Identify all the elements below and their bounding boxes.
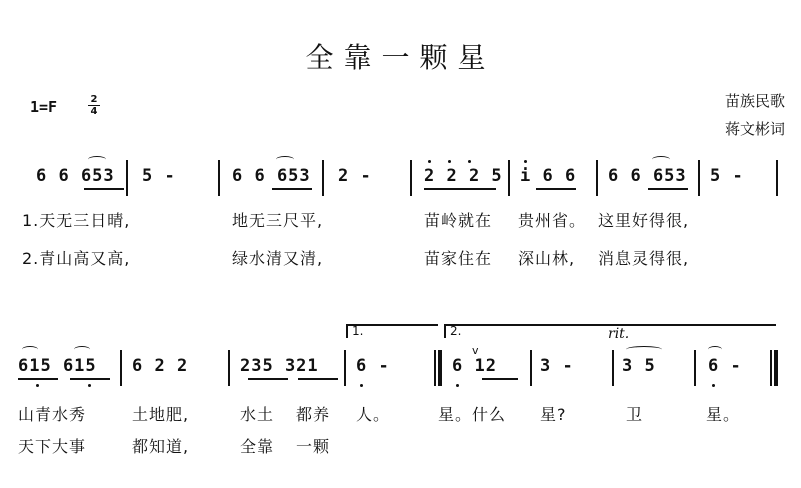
barline xyxy=(530,350,532,386)
lyric-1-phrase-3: 苗岭就在 xyxy=(424,211,493,230)
time-signature-top: 2 xyxy=(90,94,98,105)
page-title: 全靠一颗星 xyxy=(305,41,496,74)
fermata xyxy=(708,346,722,353)
lyric-2-phrase-1: 2.青山高又高, xyxy=(22,249,131,268)
lyric-1-phrase-13: 卫 xyxy=(626,405,644,424)
measure-9-notes: 615 615 xyxy=(18,356,97,376)
underline-beam xyxy=(424,188,496,190)
lyric-2-phrase-3: 苗家住在 xyxy=(424,249,493,268)
barline xyxy=(698,160,700,196)
volta-2-edge xyxy=(444,324,446,338)
underline-beam xyxy=(298,378,338,380)
lyric-2-phrase-7: 都知道, xyxy=(132,437,190,456)
measure-8-notes: 5 - xyxy=(710,166,744,186)
octave-dot xyxy=(448,160,451,163)
measure-5-notes: 2 2 2 5 xyxy=(424,166,503,186)
octave-dot-below xyxy=(360,384,363,387)
underline-beam xyxy=(272,188,312,190)
lyric-1-phrase-4: 贵州省。 xyxy=(518,211,587,230)
measure-7-notes: 6 6 653 xyxy=(608,166,687,186)
lyric-2-phrase-2: 绿水清又清, xyxy=(232,249,324,268)
measure-11-notes: 235 321 xyxy=(240,356,319,376)
octave-dot-below xyxy=(36,384,39,387)
lyric-2-phrase-5: 消息灵得很, xyxy=(598,249,690,268)
lyric-1-phrase-6: 山青水秀 xyxy=(18,405,87,424)
lyric-2-phrase-9: 一颗 xyxy=(296,437,331,456)
measure-16-notes: 6 - xyxy=(708,356,742,376)
barline xyxy=(126,160,128,196)
slur xyxy=(74,346,90,353)
measure-12-notes: 6 - xyxy=(356,356,390,376)
lyric-1-phrase-9: 都养 xyxy=(296,405,331,424)
lyric-1-phrase-11: 星。什么 xyxy=(438,405,507,424)
volta-2-label: 2. xyxy=(450,324,462,338)
barline xyxy=(410,160,412,196)
octave-dot xyxy=(468,160,471,163)
barline xyxy=(322,160,324,196)
lyric-1-phrase-10: 人。 xyxy=(356,405,391,424)
measure-6-notes: i 6 6 xyxy=(520,166,577,186)
underline-beam xyxy=(248,378,288,380)
measure-13-notes: 6 12 xyxy=(452,356,497,376)
underline-beam xyxy=(18,378,58,380)
measure-1-notes: 6 6 653 xyxy=(36,166,115,186)
octave-dot xyxy=(524,160,527,163)
barline xyxy=(218,160,220,196)
barline xyxy=(694,350,696,386)
volta-1-edge xyxy=(346,324,348,338)
lyric-2-phrase-6: 天下大事 xyxy=(18,437,87,456)
genre-credit: 苗族民歌 xyxy=(724,92,785,110)
final-barline xyxy=(770,350,772,386)
lyric-1-phrase-5: 这里好得很, xyxy=(598,211,690,230)
underline-beam xyxy=(70,378,110,380)
octave-dot xyxy=(428,160,431,163)
volta-1-label: 1. xyxy=(352,324,364,338)
slur xyxy=(22,346,38,353)
repeat-barline xyxy=(434,350,436,386)
barline xyxy=(120,350,122,386)
underline-beam xyxy=(648,188,688,190)
lyric-1-phrase-7: 土地肥, xyxy=(132,405,190,424)
lyric-1-phrase-8: 水土 xyxy=(240,405,275,424)
underline-beam xyxy=(482,378,518,380)
measure-15-notes: 3 5 xyxy=(622,356,656,376)
ritardando-mark: rit. xyxy=(608,326,630,342)
slur xyxy=(88,156,106,163)
octave-dot-below xyxy=(456,384,459,387)
barline xyxy=(596,160,598,196)
barline xyxy=(776,160,778,196)
underline-beam xyxy=(84,188,124,190)
barline xyxy=(344,350,346,386)
octave-dot-below xyxy=(88,384,91,387)
barline xyxy=(612,350,614,386)
octave-dot-below xyxy=(712,384,715,387)
lyric-1-phrase-12: 星? xyxy=(540,405,567,424)
lyric-1-phrase-2: 地无三尺平, xyxy=(232,211,324,230)
measure-14-notes: 3 - xyxy=(540,356,574,376)
slur xyxy=(276,156,294,163)
lyric-1-phrase-1: 1.天无三日晴, xyxy=(22,211,131,230)
barline xyxy=(508,160,510,196)
time-signature-bottom: 4 xyxy=(88,105,100,117)
measure-2-notes: 5 - xyxy=(142,166,176,186)
breath-mark: v xyxy=(472,344,479,357)
underline-beam xyxy=(536,188,576,190)
slur xyxy=(652,156,670,163)
lyricist-credit: 蒋文彬词 xyxy=(724,120,785,138)
slur xyxy=(626,346,662,353)
key-signature: 1=F xyxy=(30,98,58,116)
lyric-2-phrase-4: 深山林, xyxy=(518,249,576,268)
lyric-1-phrase-14: 星。 xyxy=(706,405,741,424)
time-signature xyxy=(88,94,100,117)
measure-4-notes: 2 - xyxy=(338,166,372,186)
measure-3-notes: 6 6 653 xyxy=(232,166,311,186)
repeat-barline-thick xyxy=(438,350,442,386)
final-barline-thick xyxy=(774,350,778,386)
measure-10-notes: 6 2 2 xyxy=(132,356,189,376)
lyric-2-phrase-8: 全靠 xyxy=(240,437,275,456)
barline xyxy=(228,350,230,386)
